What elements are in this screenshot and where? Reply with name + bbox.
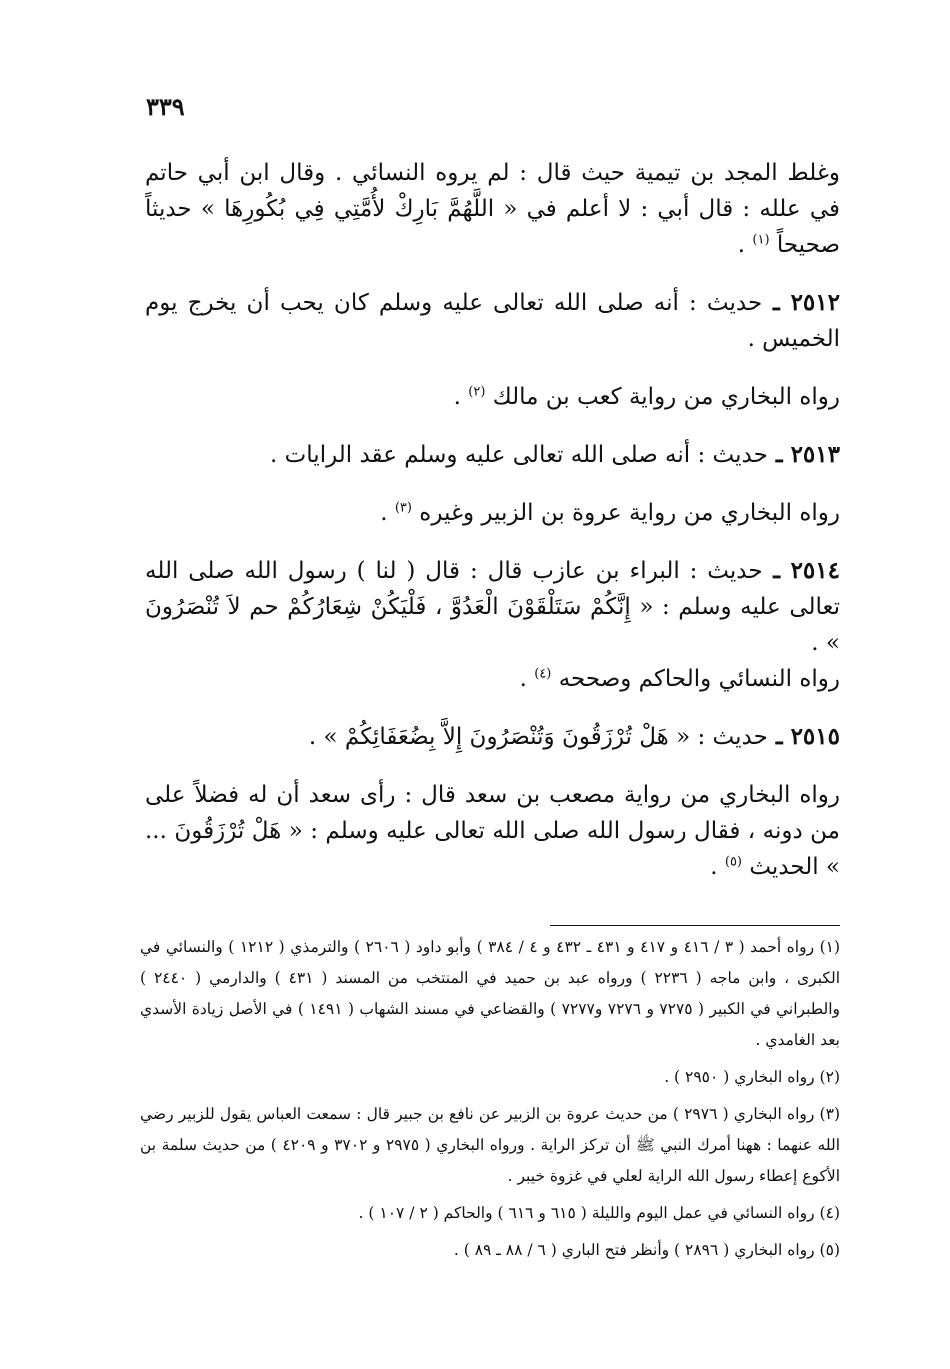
footnote (140, 932, 840, 1056)
paragraph-end: . (710, 854, 725, 880)
hadith-number-dash: ـ (767, 723, 791, 750)
footnote-ref: (٢) (468, 384, 486, 400)
footnote (140, 1235, 840, 1266)
hadith-number-dash: ـ (767, 441, 791, 468)
paragraph-text: رواه البخاري من رواية عروة بن الزبير وغيره (419, 500, 840, 526)
main-text (145, 155, 840, 907)
hadith-number-dash: ـ (762, 557, 791, 584)
footnote (140, 1062, 840, 1093)
footnote (140, 1099, 840, 1192)
text-paragraph (145, 155, 840, 263)
paragraph-text: وغلط المجد بن تيمية حيث قال : لم يروه النسائي . وقال ابن أبي حاتم في علله : قال أبي : لا أعلم في « اللَّهُمَّ بَارِكْ لأُمَّتِي فِي بُكُورِهَا » حديثاً صحيحاً (145, 160, 840, 258)
footnote-text: رواه البخاري ( ٢٨٩٦ ) وأنظر فتح الباري ( ٦ / ٨٨ ـ ٨٩ ) . (453, 1241, 815, 1259)
hadith-entry (145, 553, 840, 661)
footnote-ref: (١) (752, 232, 770, 248)
footnote-text: رواه البخاري ( ٢٩٥٠ ) . (664, 1068, 815, 1086)
footnote-ref: (٣) (394, 500, 412, 516)
hadith-number: ٢٥١٥ (790, 723, 840, 750)
paragraph-text: رواه البخاري من رواية مصعب بن سعد قال : رأى سعد أن له فضلاً على من دونه ، فقال رسول الله صلى الله تعالى عليه وسلم : « هَلْ تُرْزَقُونَ ... » الحديث (145, 782, 840, 880)
paragraph-text: حديث : البراء بن عازب قال : قال ( لنا ) رسول الله صلى الله تعالى عليه وسلم : « إِنَّكُمْ سَتَلْقَوْنَ الْعَدُوَّ ، فَلْيَكُنْ شِعَارُكُمْ حم لاَ تُنْصَرُونَ » . (145, 558, 840, 656)
footnote-number: (١) (819, 938, 841, 956)
text-paragraph (145, 379, 840, 415)
footnote-text: رواه البخاري ( ٢٩٧٦ ) من حديث عروة بن الزبير عن نافع بن جبير قال : سمعت العباس يقول للزبير رضي الله عنهما : ههنا أمرك النبي ﷺ أن تركز الراية . ورواه البخاري ( ٢٩٧٥ و ٣٧٠٢ و ٤٢٠٩ ) من حديث سلمة بن الأكوع إعطاء رسول الله الراية لعلي في غزوة خيبر . (140, 1105, 841, 1185)
paragraph-text: حديث : أنه صلى الله تعالى عليه وسلم كان يحب أن يخرج يوم الخميس . (145, 290, 840, 352)
hadith-entry (145, 719, 840, 755)
footnote-separator (550, 925, 840, 926)
text-paragraph (145, 495, 840, 531)
footnote-text: رواه النسائي في عمل اليوم والليلة ( ٦١٥ و ٦١٦ ) والحاكم ( ٢ / ١٠٧ ) . (358, 1204, 815, 1222)
paragraph-text: حديث : « هَلْ تُرْزَقُونَ وَتُنْصَرُونَ إِلاَّ بِضُعَفَائِكُمْ » . (308, 724, 768, 750)
footnote-number: (٢) (819, 1068, 840, 1086)
paragraph-end: . (737, 232, 753, 258)
hadith-entry (145, 285, 840, 357)
hadith-entry (145, 437, 840, 473)
footnote-ref: (٥) (724, 854, 742, 870)
hadith-number-dash: ـ (762, 289, 791, 316)
text-paragraph (145, 777, 840, 885)
hadith-number: ٢٥١٤ (790, 557, 840, 584)
footnotes (140, 932, 840, 1272)
paragraph-text: رواه البخاري من رواية كعب بن مالك (492, 384, 840, 410)
page-number: ٣٣٩ (146, 92, 185, 121)
paragraph-end: . (453, 384, 469, 410)
hadith-number: ٢٥١٢ (790, 289, 840, 316)
text-paragraph (145, 661, 840, 697)
footnote-number: (٤) (819, 1204, 840, 1222)
paragraph-end: . (380, 500, 395, 526)
footnote-text: رواه أحمد ( ٣ / ٤١٦ و ٤١٧ و ٤٣١ ـ ٤٣٢ و ٤ / ٣٨٤ ) وأبو داود ( ٢٦٠٦ ) والترمذي ( ١٢١٢ ) والنسائي في الكبرى ، وابن ماجه ( ٢٢٣٦ ) ورواه عبد بن حميد في المنتخب من المسند ( ٤٣١ ) والدارمي ( ٢٤٤٠ ) والطبراني في الكبير ( ٧٢٧٥ و ٧٢٧٦ و٧٢٧٧ ) والقضاعي في مسند الشهاب ( ١٤٩١ ) في الأصل زيادة الأسدي بعد الغامدي . (140, 938, 841, 1049)
paragraph-text: رواه النسائي والحاكم وصححه (558, 666, 840, 692)
paragraph-end: . (519, 666, 535, 692)
paragraph-text: حديث : أنه صلى الله تعالى عليه وسلم عقد الرايات . (270, 442, 768, 468)
hadith-number: ٢٥١٣ (790, 441, 840, 468)
footnote (140, 1198, 840, 1229)
footnote-ref: (٤) (534, 666, 552, 682)
footnote-number: (٥) (819, 1241, 840, 1259)
footnote-number: (٣) (819, 1105, 840, 1123)
